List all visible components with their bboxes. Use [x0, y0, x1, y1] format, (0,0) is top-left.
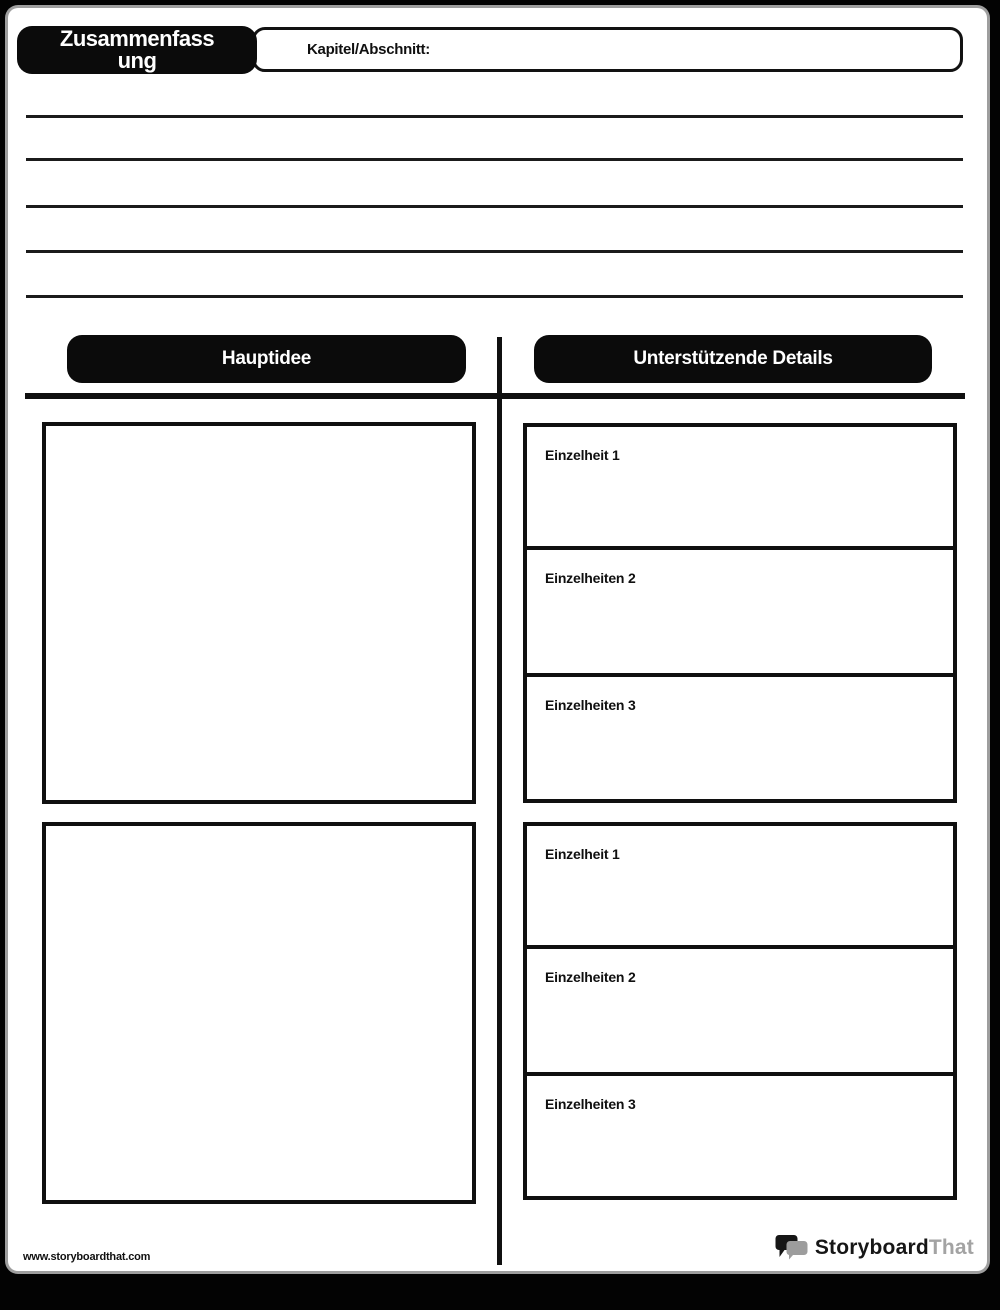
detail-cell[interactable]	[527, 949, 953, 1076]
details-group-1	[523, 423, 957, 803]
main-idea-box-1[interactable]	[42, 422, 476, 804]
detail-cell-label: Einzelheiten 3	[545, 697, 636, 713]
writing-line-3[interactable]	[26, 205, 963, 208]
speech-bubbles-icon	[775, 1234, 809, 1262]
brand-wordmark	[815, 1236, 974, 1260]
supporting-details-header-pill	[534, 335, 932, 383]
main-idea-header-pill	[67, 335, 466, 383]
main-idea-box-2[interactable]	[42, 822, 476, 1204]
worksheet-title-badge	[17, 26, 257, 74]
writing-line-1[interactable]	[26, 115, 963, 118]
detail-cell[interactable]	[527, 427, 953, 550]
detail-cell[interactable]	[527, 550, 953, 677]
detail-cell-label: Einzelheit 1	[545, 846, 620, 862]
header-divider-rule	[25, 393, 965, 399]
writing-line-5[interactable]	[26, 295, 963, 298]
chapter-section-field[interactable]	[252, 27, 963, 72]
details-group-2	[523, 822, 957, 1200]
brand-wordmark-primary: Storyboard	[814, 1236, 929, 1259]
brand-wordmark-secondary: That	[928, 1236, 974, 1259]
worksheet-title-line2: ung	[117, 48, 157, 73]
detail-cell-label: Einzelheiten 2	[545, 969, 636, 985]
storyboardthat-logo	[775, 1234, 974, 1262]
detail-cell[interactable]	[527, 1076, 953, 1196]
main-idea-header-label: Hauptidee	[221, 348, 312, 369]
worksheet-title-line1: Zusammenfass	[59, 25, 215, 51]
website-url: www.storyboardthat.com	[23, 1251, 151, 1263]
detail-cell[interactable]	[527, 826, 953, 949]
writing-line-4[interactable]	[26, 250, 963, 253]
chapter-section-label: Kapitel/Abschnitt:	[307, 41, 430, 58]
detail-cell-label: Einzelheit 1	[545, 447, 620, 463]
detail-cell-label: Einzelheiten 3	[545, 1096, 636, 1112]
supporting-details-header-label: Unterstützende Details	[633, 348, 833, 369]
writing-line-2[interactable]	[26, 158, 963, 161]
column-divider-rule	[497, 337, 502, 1265]
detail-cell-label: Einzelheiten 2	[545, 570, 636, 586]
worksheet-page	[8, 8, 987, 1271]
detail-cell[interactable]	[527, 677, 953, 799]
